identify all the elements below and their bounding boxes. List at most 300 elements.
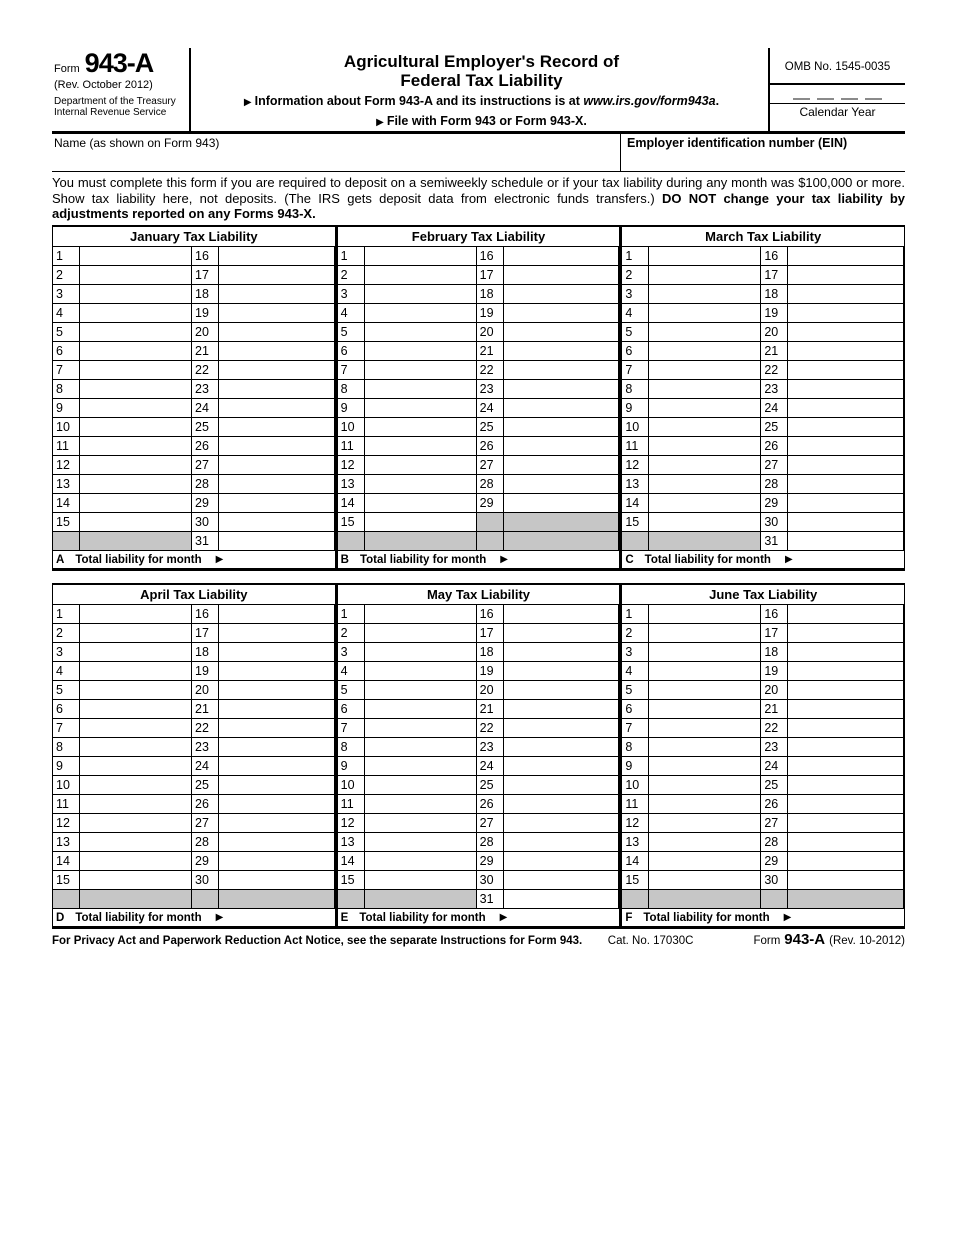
liability-entry-may-day-3[interactable] [365, 643, 477, 661]
liability-entry-april-day-8[interactable] [80, 738, 192, 756]
liability-row [53, 513, 335, 532]
liability-entry-january-day-22[interactable] [219, 361, 335, 379]
blocked-cell [477, 532, 504, 550]
day-number: 14 [622, 494, 649, 512]
liability-row [622, 605, 904, 624]
liability-entry-january-day-13[interactable] [80, 475, 192, 493]
liability-entry-may-day-31[interactable] [504, 890, 620, 908]
liability-entry-january-day-6[interactable] [80, 342, 192, 360]
liability-entry-may-day-24[interactable] [504, 757, 620, 775]
liability-entry-february-day-27[interactable] [504, 456, 620, 474]
blocked-cell [338, 532, 365, 550]
blocked-cell [761, 890, 788, 908]
liability-entry-february-day-29[interactable] [504, 494, 620, 512]
blocked-cell [504, 532, 620, 550]
day-number: 22 [192, 719, 219, 737]
day-number: 9 [53, 757, 80, 775]
liability-entry-april-day-10[interactable] [80, 776, 192, 794]
liability-entry-march-day-11[interactable] [649, 437, 761, 455]
day-number: 22 [192, 361, 219, 379]
liability-entry-march-day-29[interactable] [788, 494, 904, 512]
liability-entry-may-day-10[interactable] [365, 776, 477, 794]
day-number: 28 [192, 833, 219, 851]
liability-entry-february-day-22[interactable] [504, 361, 620, 379]
liability-entry-february-day-24[interactable] [504, 399, 620, 417]
liability-entry-february-day-9[interactable] [365, 399, 477, 417]
liability-entry-june-day-3[interactable] [649, 643, 761, 661]
total-row-E [338, 909, 620, 926]
liability-entry-february-day-26[interactable] [504, 437, 620, 455]
liability-entry-february-day-12[interactable] [365, 456, 477, 474]
liability-entry-february-day-10[interactable] [365, 418, 477, 436]
liability-entry-april-day-29[interactable] [219, 852, 335, 870]
liability-entry-march-day-28[interactable] [788, 475, 904, 493]
blocked-cell [649, 532, 761, 550]
liability-entry-june-day-5[interactable] [649, 681, 761, 699]
liability-entry-april-day-12[interactable] [80, 814, 192, 832]
liability-entry-january-day-8[interactable] [80, 380, 192, 398]
day-number: 8 [338, 738, 365, 756]
total-liability-entry-march[interactable] [793, 551, 904, 568]
liability-row [622, 342, 904, 361]
liability-entry-may-day-18[interactable] [504, 643, 620, 661]
liability-entry-april-day-23[interactable] [219, 738, 335, 756]
liability-entry-may-day-11[interactable] [365, 795, 477, 813]
liability-entry-february-day-28[interactable] [504, 475, 620, 493]
total-liability-entry-june[interactable] [791, 909, 904, 926]
liability-entry-april-day-15[interactable] [80, 871, 192, 889]
liability-row [53, 532, 335, 551]
liability-entry-march-day-7[interactable] [649, 361, 761, 379]
liability-row [338, 323, 620, 342]
liability-entry-june-day-2[interactable] [649, 624, 761, 642]
liability-entry-january-day-30[interactable] [219, 513, 335, 531]
liability-entry-march-day-18[interactable] [788, 285, 904, 303]
total-liability-entry-february[interactable] [508, 551, 619, 568]
liability-entry-may-day-30[interactable] [504, 871, 620, 889]
day-number: 13 [622, 475, 649, 493]
year-digit-blank[interactable] [841, 98, 858, 100]
liability-entry-march-day-15[interactable] [649, 513, 761, 531]
day-number: 7 [53, 719, 80, 737]
liability-entry-march-day-24[interactable] [788, 399, 904, 417]
day-number: 22 [761, 719, 788, 737]
liability-row [53, 605, 335, 624]
liability-row [622, 890, 904, 909]
liability-row [338, 380, 620, 399]
liability-entry-april-day-20[interactable] [219, 681, 335, 699]
liability-entry-january-day-25[interactable] [219, 418, 335, 436]
liability-row [622, 871, 904, 890]
liability-entry-june-day-9[interactable] [649, 757, 761, 775]
liability-entry-may-day-6[interactable] [365, 700, 477, 718]
day-number: 2 [53, 266, 80, 284]
liability-row [53, 437, 335, 456]
right-arrow-icon: ▶ [243, 97, 252, 108]
liability-entry-june-day-8[interactable] [649, 738, 761, 756]
liability-entry-march-day-26[interactable] [788, 437, 904, 455]
liability-entry-january-day-24[interactable] [219, 399, 335, 417]
info-line: ▶ Information about Form 943-A and its instructions is at www.irs.gov/form943a. [243, 94, 720, 108]
liability-entry-february-day-21[interactable] [504, 342, 620, 360]
liability-entry-february-day-1[interactable] [365, 247, 477, 265]
total-liability-entry-may[interactable] [507, 909, 619, 926]
liability-entry-january-day-23[interactable] [219, 380, 335, 398]
day-number: 23 [761, 380, 788, 398]
liability-entry-february-day-11[interactable] [365, 437, 477, 455]
liability-entry-april-day-22[interactable] [219, 719, 335, 737]
day-number: 3 [53, 643, 80, 661]
liability-entry-may-day-4[interactable] [365, 662, 477, 680]
liability-row [53, 871, 335, 890]
liability-entry-january-day-28[interactable] [219, 475, 335, 493]
liability-entry-june-day-14[interactable] [649, 852, 761, 870]
liability-entry-june-day-22[interactable] [788, 719, 904, 737]
day-number: 30 [477, 871, 504, 889]
day-number: 17 [761, 266, 788, 284]
liability-entry-february-day-4[interactable] [365, 304, 477, 322]
liability-row [53, 266, 335, 285]
liability-entry-march-day-6[interactable] [649, 342, 761, 360]
liability-row [53, 852, 335, 871]
day-number: 22 [761, 361, 788, 379]
liability-row [53, 681, 335, 700]
liability-entry-february-day-13[interactable] [365, 475, 477, 493]
day-number: 20 [477, 323, 504, 341]
liability-entry-april-day-18[interactable] [219, 643, 335, 661]
liability-entry-january-day-15[interactable] [80, 513, 192, 531]
liability-entry-may-day-2[interactable] [365, 624, 477, 642]
day-number: 29 [761, 494, 788, 512]
day-number: 14 [338, 852, 365, 870]
liability-row [622, 285, 904, 304]
liability-entry-april-day-17[interactable] [219, 624, 335, 642]
liability-entry-april-day-28[interactable] [219, 833, 335, 851]
liability-entry-may-day-27[interactable] [504, 814, 620, 832]
year-digit-blank[interactable] [817, 98, 834, 100]
liability-entry-march-day-9[interactable] [649, 399, 761, 417]
liability-entry-june-day-24[interactable] [788, 757, 904, 775]
liability-row [338, 399, 620, 418]
liability-entry-march-day-5[interactable] [649, 323, 761, 341]
omb-calendar-block [768, 48, 905, 131]
liability-entry-april-day-27[interactable] [219, 814, 335, 832]
liability-entry-may-day-28[interactable] [504, 833, 620, 851]
liability-tables-jan-mar [52, 225, 905, 571]
liability-row [338, 719, 620, 738]
liability-entry-march-day-2[interactable] [649, 266, 761, 284]
liability-entry-march-day-20[interactable] [788, 323, 904, 341]
calendar-year-input[interactable] [770, 98, 905, 104]
liability-entry-february-day-5[interactable] [365, 323, 477, 341]
liability-entry-june-day-30[interactable] [788, 871, 904, 889]
liability-entry-june-day-4[interactable] [649, 662, 761, 680]
liability-entry-january-day-3[interactable] [80, 285, 192, 303]
liability-entry-april-day-1[interactable] [80, 605, 192, 623]
liability-entry-april-day-7[interactable] [80, 719, 192, 737]
liability-entry-january-day-14[interactable] [80, 494, 192, 512]
liability-entry-may-day-26[interactable] [504, 795, 620, 813]
liability-entry-january-day-5[interactable] [80, 323, 192, 341]
liability-entry-may-day-22[interactable] [504, 719, 620, 737]
liability-entry-march-day-31[interactable] [788, 532, 904, 550]
liability-entry-march-day-12[interactable] [649, 456, 761, 474]
liability-entry-february-day-3[interactable] [365, 285, 477, 303]
blocked-cell [80, 890, 192, 908]
liability-row [622, 681, 904, 700]
liability-entry-june-day-19[interactable] [788, 662, 904, 680]
liability-entry-may-day-13[interactable] [365, 833, 477, 851]
liability-entry-may-day-8[interactable] [365, 738, 477, 756]
liability-entry-june-day-1[interactable] [649, 605, 761, 623]
day-number: 11 [53, 437, 80, 455]
revision-date: (Rev. October 2012) [54, 79, 153, 91]
blocked-cell [80, 532, 192, 550]
liability-entry-march-day-1[interactable] [649, 247, 761, 265]
day-number: 27 [761, 814, 788, 832]
liability-entry-february-day-15[interactable] [365, 513, 477, 531]
liability-entry-may-day-1[interactable] [365, 605, 477, 623]
liability-row [622, 494, 904, 513]
liability-entry-january-day-10[interactable] [80, 418, 192, 436]
liability-entry-february-day-2[interactable] [365, 266, 477, 284]
day-number: 13 [53, 833, 80, 851]
liability-entry-january-day-11[interactable] [80, 437, 192, 455]
liability-row [338, 757, 620, 776]
liability-entry-may-day-14[interactable] [365, 852, 477, 870]
liability-row [622, 795, 904, 814]
right-arrow-icon: ▶ [784, 554, 793, 565]
day-number: 3 [622, 643, 649, 661]
liability-entry-february-day-6[interactable] [365, 342, 477, 360]
day-number: 5 [622, 681, 649, 699]
liability-entry-april-day-11[interactable] [80, 795, 192, 813]
day-number: 24 [761, 399, 788, 417]
liability-entry-february-day-18[interactable] [504, 285, 620, 303]
name-field[interactable] [52, 134, 621, 171]
day-number: 5 [53, 323, 80, 341]
liability-row [622, 624, 904, 643]
liability-entry-april-day-16[interactable] [219, 605, 335, 623]
blocked-cell [365, 890, 477, 908]
day-number: 17 [192, 266, 219, 284]
liability-row [338, 890, 620, 909]
liability-entry-january-day-20[interactable] [219, 323, 335, 341]
file-line: ▶ File with Form 943 or Form 943-X. [376, 114, 587, 128]
liability-entry-june-day-23[interactable] [788, 738, 904, 756]
liability-entry-june-day-28[interactable] [788, 833, 904, 851]
liability-entry-may-day-16[interactable] [504, 605, 620, 623]
liability-entry-february-day-19[interactable] [504, 304, 620, 322]
liability-entry-june-day-20[interactable] [788, 681, 904, 699]
year-digit-blank[interactable] [865, 98, 882, 100]
day-number: 23 [761, 738, 788, 756]
liability-entry-june-day-11[interactable] [649, 795, 761, 813]
liability-entry-june-day-29[interactable] [788, 852, 904, 870]
liability-entry-june-day-21[interactable] [788, 700, 904, 718]
liability-row [622, 700, 904, 719]
liability-entry-march-day-8[interactable] [649, 380, 761, 398]
form-reference: Form 943-A (Rev. 10-2012) [753, 931, 905, 948]
year-digit-blank[interactable] [793, 98, 810, 100]
liability-row [622, 643, 904, 662]
liability-entry-may-day-5[interactable] [365, 681, 477, 699]
liability-entry-february-day-20[interactable] [504, 323, 620, 341]
liability-entry-january-day-27[interactable] [219, 456, 335, 474]
liability-entry-june-day-13[interactable] [649, 833, 761, 851]
liability-entry-april-day-5[interactable] [80, 681, 192, 699]
day-number: 10 [53, 418, 80, 436]
day-number: 18 [477, 643, 504, 661]
liability-entry-april-day-6[interactable] [80, 700, 192, 718]
liability-entry-may-day-29[interactable] [504, 852, 620, 870]
liability-entry-january-day-19[interactable] [219, 304, 335, 322]
day-number: 4 [338, 304, 365, 322]
liability-entry-february-day-14[interactable] [365, 494, 477, 512]
liability-entry-february-day-25[interactable] [504, 418, 620, 436]
liability-entry-may-day-9[interactable] [365, 757, 477, 775]
day-number: 10 [622, 776, 649, 794]
day-number: 4 [53, 304, 80, 322]
liability-row [338, 624, 620, 643]
liability-entry-february-day-17[interactable] [504, 266, 620, 284]
liability-entry-february-day-8[interactable] [365, 380, 477, 398]
liability-entry-june-day-10[interactable] [649, 776, 761, 794]
day-number: 24 [761, 757, 788, 775]
day-number: 8 [622, 738, 649, 756]
liability-entry-march-day-30[interactable] [788, 513, 904, 531]
liability-entry-march-day-10[interactable] [649, 418, 761, 436]
liability-entry-january-day-21[interactable] [219, 342, 335, 360]
liability-entry-april-day-24[interactable] [219, 757, 335, 775]
liability-entry-january-day-12[interactable] [80, 456, 192, 474]
day-number: 6 [338, 342, 365, 360]
day-number: 7 [338, 361, 365, 379]
liability-entry-june-day-16[interactable] [788, 605, 904, 623]
liability-entry-may-day-7[interactable] [365, 719, 477, 737]
privacy-notice: For Privacy Act and Paperwork Reduction Act Notice, see the separate Instructions for Form 943. [52, 935, 583, 947]
liability-entry-june-day-25[interactable] [788, 776, 904, 794]
liability-entry-may-day-19[interactable] [504, 662, 620, 680]
total-liability-entry-april[interactable] [223, 909, 334, 926]
right-arrow-icon: ▶ [215, 912, 224, 923]
liability-entry-may-day-25[interactable] [504, 776, 620, 794]
day-number: 27 [192, 456, 219, 474]
liability-entry-january-day-17[interactable] [219, 266, 335, 284]
liability-entry-april-day-19[interactable] [219, 662, 335, 680]
liability-entry-january-day-29[interactable] [219, 494, 335, 512]
day-number: 9 [338, 399, 365, 417]
month-table-february [338, 227, 623, 568]
instructions-bold: DO NOT change your tax liability by adjustments reported on any Forms 943-X. [52, 190, 906, 221]
liability-entry-february-day-7[interactable] [365, 361, 477, 379]
liability-entry-january-day-18[interactable] [219, 285, 335, 303]
liability-row [53, 814, 335, 833]
liability-entry-may-day-12[interactable] [365, 814, 477, 832]
liability-entry-may-day-23[interactable] [504, 738, 620, 756]
day-number: 11 [338, 795, 365, 813]
liability-entry-may-day-21[interactable] [504, 700, 620, 718]
liability-entry-january-day-26[interactable] [219, 437, 335, 455]
form-number: 943-A [84, 48, 154, 78]
liability-entry-june-day-12[interactable] [649, 814, 761, 832]
liability-entry-january-day-1[interactable] [80, 247, 192, 265]
liability-entry-march-day-23[interactable] [788, 380, 904, 398]
liability-entry-january-day-7[interactable] [80, 361, 192, 379]
liability-entry-march-day-17[interactable] [788, 266, 904, 284]
day-number: 3 [53, 285, 80, 303]
liability-entry-june-day-6[interactable] [649, 700, 761, 718]
liability-entry-march-day-22[interactable] [788, 361, 904, 379]
liability-row [53, 399, 335, 418]
blocked-cell [192, 890, 219, 908]
liability-entry-february-day-16[interactable] [504, 247, 620, 265]
liability-entry-march-day-25[interactable] [788, 418, 904, 436]
day-number: 1 [338, 605, 365, 623]
liability-entry-march-day-16[interactable] [788, 247, 904, 265]
liability-entry-february-day-23[interactable] [504, 380, 620, 398]
liability-entry-january-day-4[interactable] [80, 304, 192, 322]
month-table-march [622, 227, 904, 568]
ein-field[interactable] [621, 134, 905, 171]
liability-row [338, 795, 620, 814]
liability-entry-june-day-15[interactable] [649, 871, 761, 889]
liability-entry-march-day-3[interactable] [649, 285, 761, 303]
liability-entry-june-day-17[interactable] [788, 624, 904, 642]
liability-entry-april-day-21[interactable] [219, 700, 335, 718]
liability-entry-march-day-21[interactable] [788, 342, 904, 360]
liability-entry-april-day-14[interactable] [80, 852, 192, 870]
liability-entry-april-day-2[interactable] [80, 624, 192, 642]
day-number: 25 [192, 776, 219, 794]
liability-entry-april-day-13[interactable] [80, 833, 192, 851]
liability-entry-april-day-30[interactable] [219, 871, 335, 889]
liability-entry-april-day-26[interactable] [219, 795, 335, 813]
liability-row [53, 247, 335, 266]
day-number: 7 [622, 719, 649, 737]
day-number: 3 [622, 285, 649, 303]
liability-entry-april-day-25[interactable] [219, 776, 335, 794]
liability-entry-january-day-16[interactable] [219, 247, 335, 265]
liability-entry-june-day-7[interactable] [649, 719, 761, 737]
liability-entry-march-day-19[interactable] [788, 304, 904, 322]
liability-entry-january-day-2[interactable] [80, 266, 192, 284]
total-liability-entry-january[interactable] [223, 551, 334, 568]
liability-entry-march-day-14[interactable] [649, 494, 761, 512]
day-number: 17 [761, 624, 788, 642]
form-id-block [52, 48, 191, 131]
liability-entry-june-day-27[interactable] [788, 814, 904, 832]
liability-entry-april-day-9[interactable] [80, 757, 192, 775]
liability-entry-january-day-31[interactable] [219, 532, 335, 550]
day-number: 23 [192, 380, 219, 398]
liability-entry-march-day-13[interactable] [649, 475, 761, 493]
liability-entry-march-day-4[interactable] [649, 304, 761, 322]
liability-entry-may-day-20[interactable] [504, 681, 620, 699]
liability-entry-january-day-9[interactable] [80, 399, 192, 417]
month-title-march: March Tax Liability [622, 227, 904, 247]
liability-entry-june-day-26[interactable] [788, 795, 904, 813]
liability-entry-march-day-27[interactable] [788, 456, 904, 474]
liability-entry-june-day-18[interactable] [788, 643, 904, 661]
liability-entry-may-day-17[interactable] [504, 624, 620, 642]
liability-entry-april-day-3[interactable] [80, 643, 192, 661]
liability-row [338, 643, 620, 662]
liability-entry-may-day-15[interactable] [365, 871, 477, 889]
liability-entry-april-day-4[interactable] [80, 662, 192, 680]
day-number: 30 [192, 513, 219, 531]
day-number: 20 [477, 681, 504, 699]
